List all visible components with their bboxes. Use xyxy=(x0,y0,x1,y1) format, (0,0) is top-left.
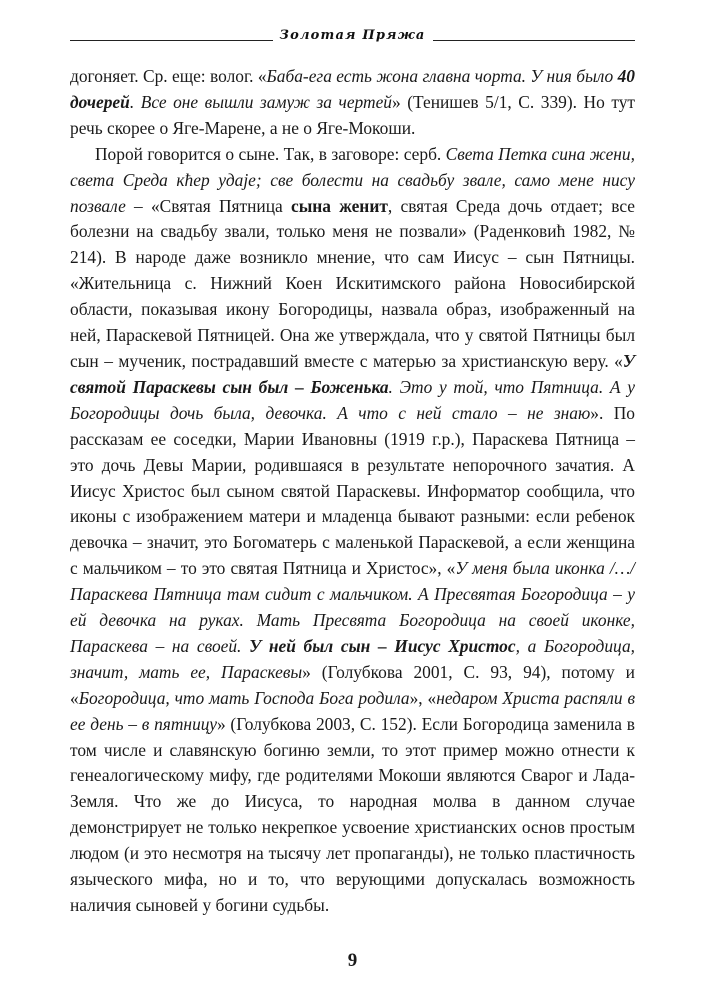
text-run: Богородица, что мать Господа Бога родила xyxy=(78,687,410,708)
body-text xyxy=(70,64,635,919)
text-run: У святой Параскевы сын был – Боженька xyxy=(70,350,635,397)
text-run: . Это у той, что Пятница. А у Богородицы дочь была, девочка. А что с ней стало – не знаю xyxy=(70,376,635,423)
text-run: догоняет. Ср. еще: волог. « xyxy=(70,66,267,86)
text-run: недаром Христа распяли в ее день – в пятницу xyxy=(70,687,635,734)
running-head xyxy=(70,26,635,46)
text-run: Света Петка сина жени, света Среда кћер удаје; све болести на свадьбу звале, само мене нису позвале xyxy=(70,143,635,216)
text-run: . Все оне вышли замуж за чертей xyxy=(129,91,392,112)
text-run: » (Голубкова 2003, С. 152). Если Богородица заменила в том числе и славянскую богиню земли, то этот пример можно отнести к генеалогическому мифу, где родителями Мокоши являются Сварог и Лада-Земля. Что же до Иисуса, то народная молва в данном случае демонстрирует не только некрепкое усвоение христианских основ простым людом (и это несмотря на тысячу лет пропаганды), не только пластичность языческого мифа, но и то, что верующими допускалась возможность наличия сыновей у богини судьбы. xyxy=(70,713,635,915)
text-run: » (Тенишев 5/1, С. 339). Но тут речь скорее о Яге-Марене, а не о Яге-Мокоши. xyxy=(70,91,635,138)
page-number: 9 xyxy=(347,950,358,971)
running-head-title: Золотая Пряжа xyxy=(273,28,433,43)
text-run: сына женит xyxy=(290,195,388,216)
text-run: ». По рассказам ее соседки, Марии Ивановны (1919 г.р.), Параскева Пятница – это дочь Девы Марии, родившаяся в результате непорочного зачатия. А Иисус Христос был сыном святой Параскевы. Информатор сообщила, что иконы с изображением матери и младенца бывают разными: если ребенок девочка – значит, это Богоматерь с маленькой Параскевой, а если женщина с мальчиком – то это святая Пятница и Христос», « xyxy=(70,402,635,579)
text-run: , а Богородица, значит, мать ее, Параскевы xyxy=(70,635,635,682)
text-run: Порой говорится о сыне. Так, в заговоре: серб. xyxy=(95,143,446,164)
paragraph xyxy=(70,64,635,142)
text-run: У меня была иконка /…/ Параскева Пятница там сидит с мальчиком. А Пресвятая Богородица – у ей девочка на руках. Мать Пресвята Богородица на своей иконке, Параскева – на своей. xyxy=(70,558,635,656)
text-run: У ней был сын – Иисус Христос xyxy=(249,635,516,656)
text-run: », « xyxy=(409,687,437,708)
text-run: » (Голубкова 2001, С. 93, 94), потому и « xyxy=(70,661,635,708)
text-run: Баба-ега есть жона главна чорта. У ния было xyxy=(266,66,618,86)
text-run: – «Святая Пятница xyxy=(125,195,291,216)
text-run: 40 дочерей xyxy=(70,66,635,112)
text-run: , святая Среда дочь отдает; все болезни на свадьбу звали, только меня не позвали» (Раденковић 1982, № 214). В народе даже возникло мнение, что сам Иисус – сын Пятницы. «Жительница с. Нижний Коен Искитимского района Новосибирской области, показывая икону Богородицы, назвала образ, изображенный на ней, Параскевой Пятницей. Она же утверждала, что у святой Пятницы был сын – мученик, пострадавший вместе с матерью за христианскую веру. « xyxy=(70,195,635,371)
paragraph xyxy=(70,142,635,919)
